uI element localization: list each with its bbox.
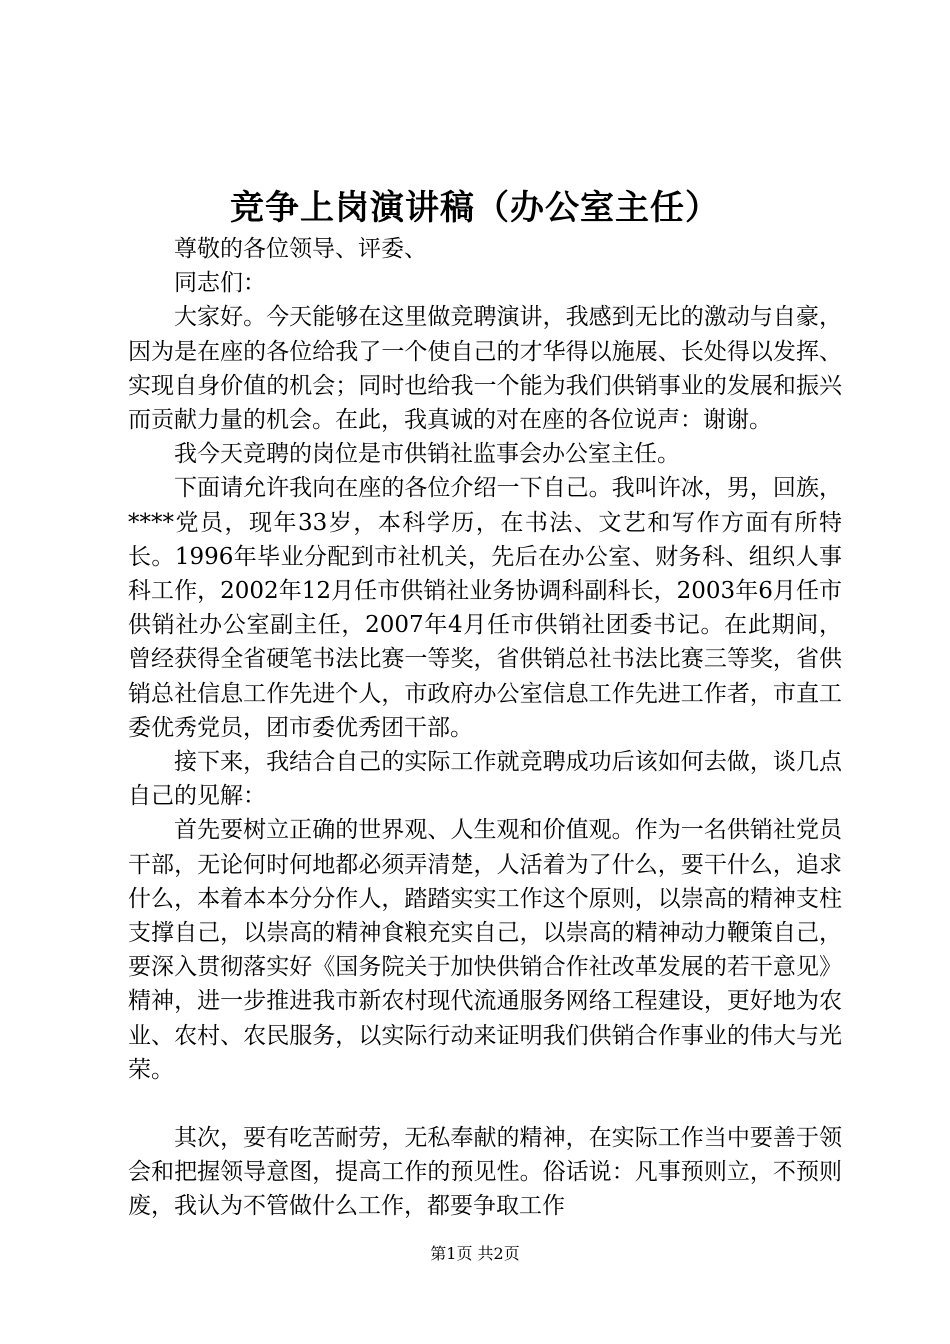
paragraph-greeting: 大家好。今天能够在这里做竞聘演讲，我感到无比的激动与自豪，因为是在座的各位给我了一个使自己的才华得以施展、长处得以发挥、实现自身价值的机会；同时也给我一个能为我们供销事业的发展和振兴而贡献力量的机会。在此，我真诚的对在座的各位说声：谢谢。 <box>128 304 842 434</box>
paragraph-second-point: 其次，要有吃苦耐劳，无私奉献的精神，在实际工作当中要善于领会和把握领导意图，提高工作的预见性。俗话说：凡事预则立，不预则废，我认为不管做什么工作，都要争取工作 <box>128 1125 842 1220</box>
paragraph-transition: 接下来，我结合自己的实际工作就竞聘成功后该如何去做，谈几点自己的见解： <box>128 749 842 810</box>
salutation-line-2: 同志们： <box>174 270 266 297</box>
document-title: 竞争上岗演讲稿（办公室主任） <box>230 188 720 228</box>
salutation-line-1: 尊敬的各位领导、评委、 <box>174 236 427 262</box>
paragraph-self-introduction: 下面请允许我向在座的各位介绍一下自己。我叫许冰，男，回族，****党员，现年33岁，本科学历，在书法、文艺和写作方面有所特长。1996年毕业分配到市社机关，先后在办公室、财务科、组织人事科工作，2002年12月任市供销社业务协调科副科长，2003年6月任市供销社办公室副主任，2007年4月任市供销社团委书记。在此期间，曾经获得全省硬笔书法比赛一等奖，省供销总社书法比赛三等奖，省供销总社信息工作先进个人，市政府办公室信息工作先进工作者，市直工委优秀党员，团市委优秀团干部。 <box>128 475 842 741</box>
page-footer: 第1页 共2页 <box>430 1244 520 1263</box>
document-body <box>128 232 842 1224</box>
paragraph-position: 我今天竞聘的岗位是市供销社监事会办公室主任。 <box>174 441 680 468</box>
paragraph-first-point: 首先要树立正确的世界观、人生观和价值观。作为一名供销社党员干部，无论何时何地都必须弄清楚，人活着为了什么，要干什么，追求什么，本着本本分分作人，踏踏实实工作这个原则，以崇高的精神支柱支撑自己，以崇高的精神食粮充实自己，以崇高的精神动力鞭策自己，要深入贯彻落实好《国务院关于加快供销合作社改革发展的若干意见》精神，进一步推进我市新农村现代流通服务网络工程建设，更好地为农业、农村、农民服务，以实际行动来证明我们供销合作事业的伟大与光荣。 <box>128 817 842 1083</box>
